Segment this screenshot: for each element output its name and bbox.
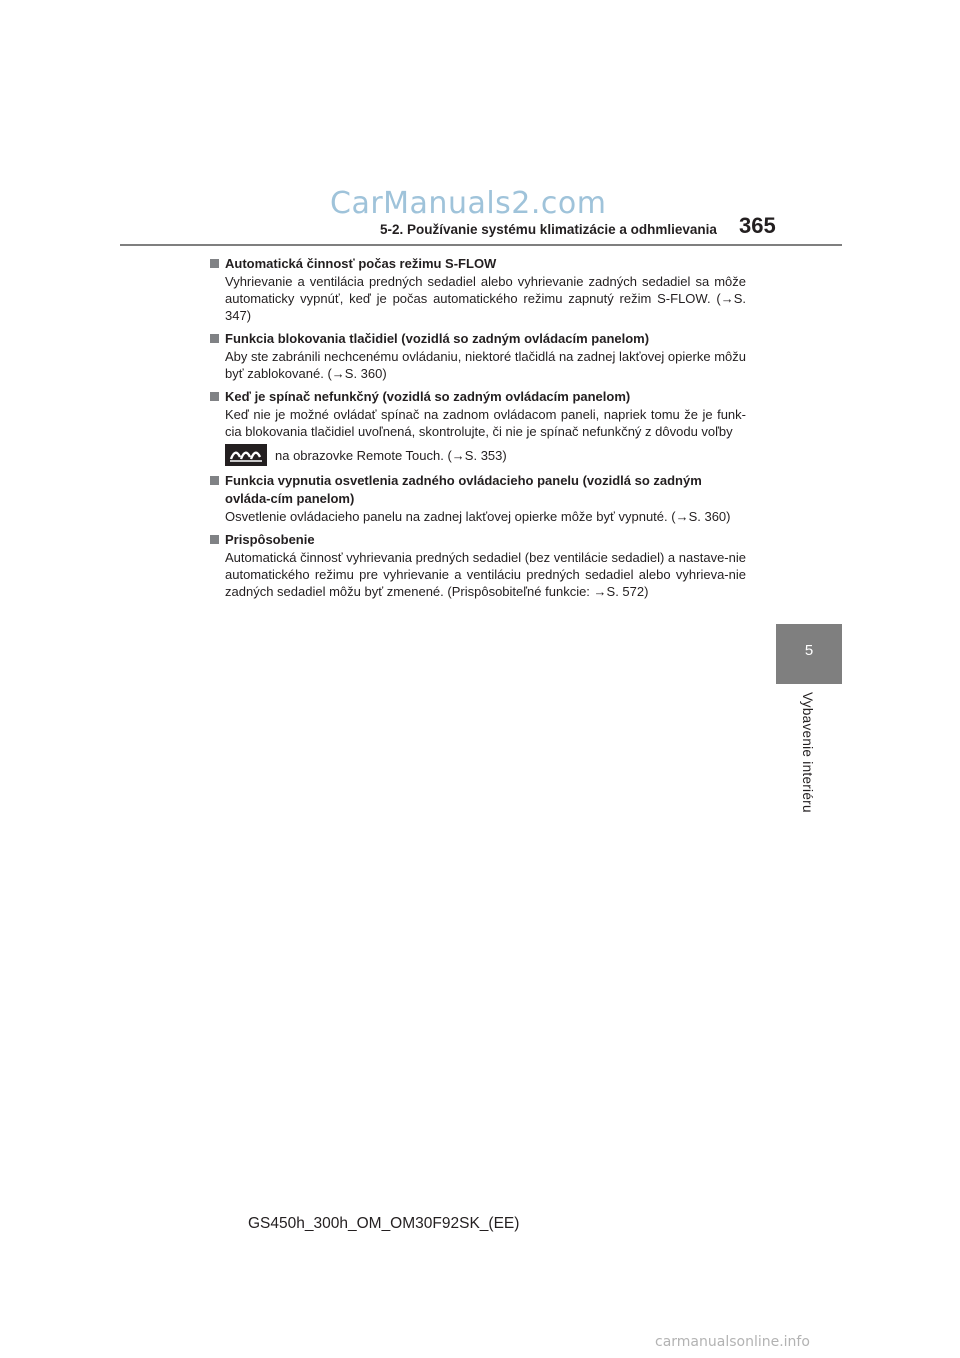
entry-body: Automatická činnosť vyhrievania predných sedadiel (bez ventilácie sedadiel) a nastave-nie automatického režimu pre vyhrievanie a ventiláciu predných sedadiel alebo vyhrieva-nie zadných sedadiel môžu byť zmenené. (Prispôsobiteľné funkcie: →S. 572) [225,550,746,599]
square-bullet-icon [210,259,219,268]
entry-s-flow [208,255,746,324]
rear-seat-fan-icon [225,444,267,466]
manual-code: GS450h_300h_OM_OM30F92SK_(EE) [248,1215,520,1232]
entry-heading: Funkcia vypnutia osvetlenia zadného ovládacieho panelu (vozidlá so zadným ovláda-cím panelom) [225,473,702,506]
header-rule [120,244,842,246]
entry-heading: Prispôsobenie [225,532,315,547]
watermark-bottom: carmanualsonline.info [655,1334,810,1350]
chapter-label: Vybavenie interiéru [800,692,815,813]
entry-body: Vyhrievanie a ventilácia predných sedadiel alebo vyhrievanie zadných sedadiel sa môže automaticky vypnúť, keď je počas automatického režimu zapnutý režim S-FLOW. (→S. 347) [225,274,746,323]
entry-icon-line: na obrazovke Remote Touch. (→S. 353) [275,447,507,463]
square-bullet-icon [210,392,219,401]
chapter-number: 5 [804,642,814,659]
entry-body: Keď nie je možné ovládať spínač na zadnom ovládacom paneli, napriek tomu že je funk-cia blokovania tlačidiel uvoľnená, skontrolujte, či nie je spínač nefunkčný z dôvodu voľby [225,407,746,439]
entry-panel-lighting [208,472,746,525]
page-number: 365 [739,213,776,238]
square-bullet-icon [210,476,219,485]
square-bullet-icon [210,334,219,343]
entry-body: Aby ste zabránili nechcenému ovládaniu, niektoré tlačidlá na zadnej lakťovej opierke môžu byť zablokované. (→S. 360) [225,349,746,381]
entry-body: Osvetlenie ovládacieho panelu na zadnej lakťovej opierke môže byť vypnuté. (→S. 360) [225,509,731,524]
entry-heading: Automatická činnosť počas režimu S-FLOW [225,256,497,271]
entry-heading: Funkcia blokovania tlačidiel (vozidlá so zadným ovládacím panelom) [225,331,650,346]
square-bullet-icon [210,535,219,544]
chapter-tab [776,624,842,684]
entry-switch-inoperative [208,388,746,466]
section-title: 5-2. Používanie systému klimatizácie a odhmlievania [380,222,717,237]
entry-heading: Keď je spínač nefunkčný (vozidlá so zadným ovládacím panelom) [225,389,631,404]
watermark-top: CarManuals2.com [330,186,607,221]
entry-button-lock [208,330,746,382]
entry-customization [208,531,746,600]
content [208,255,746,606]
